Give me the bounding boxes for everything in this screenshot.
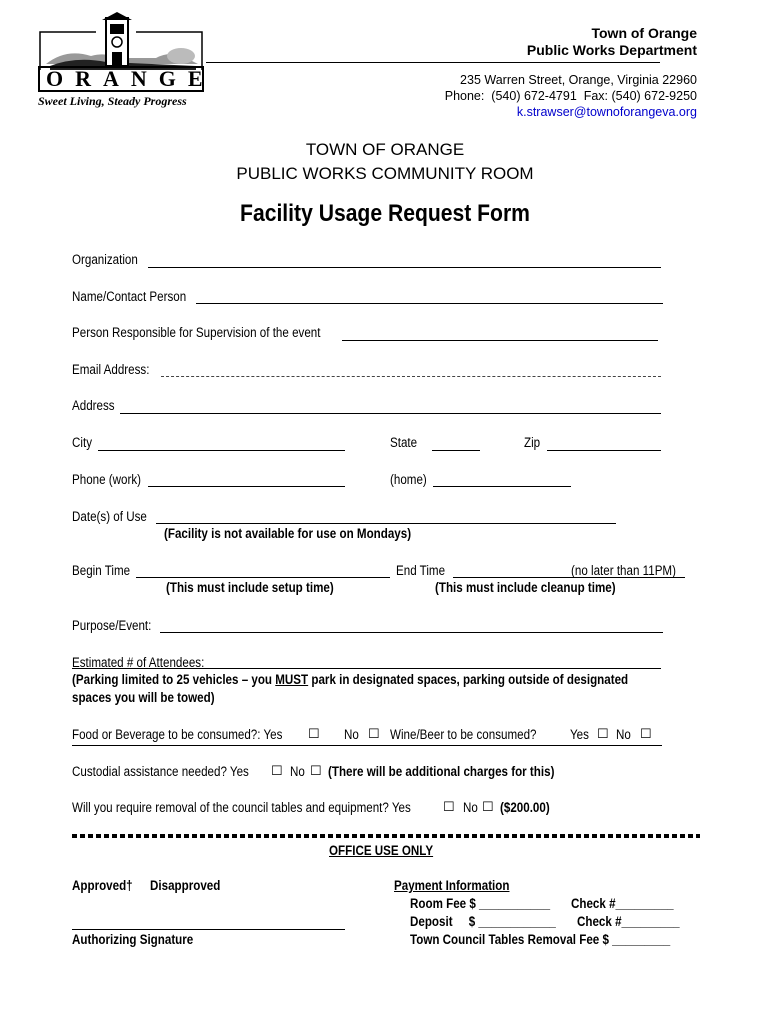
- wine-no-label: No: [616, 727, 631, 742]
- parking-note-b: park in designated spaces, parking outside of designated: [308, 672, 629, 687]
- dates-label: Date(s) of Use: [72, 509, 147, 524]
- end-time-note: (This must include cleanup time): [435, 580, 616, 595]
- tables-question: Will you require removal of the council tables and equipment? Yes: [72, 800, 411, 815]
- phone-home-field[interactable]: [433, 486, 571, 487]
- phone-work-field[interactable]: [148, 486, 345, 487]
- organization-field[interactable]: [148, 267, 661, 268]
- wine-question: Wine/Beer to be consumed?: [390, 727, 537, 742]
- contact-field[interactable]: [196, 303, 663, 304]
- end-time-label: End Time: [396, 563, 446, 578]
- custodial-yes-checkbox[interactable]: ☐: [271, 763, 283, 778]
- parking-must: MUST: [275, 672, 309, 687]
- end-time-limit: (no later than 11PM): [571, 563, 676, 578]
- zip-label: Zip: [524, 435, 541, 450]
- logo-tagline: Sweet Living, Steady Progress: [38, 94, 187, 108]
- department-name: Public Works Department: [526, 42, 697, 58]
- purpose-field[interactable]: [160, 632, 663, 633]
- title-town: TOWN OF ORANGE: [305, 140, 465, 159]
- contact-label: Name/Contact Person: [72, 289, 187, 304]
- wine-yes-label: Yes: [570, 727, 589, 742]
- logo-wordmark: ORANGE: [38, 66, 204, 92]
- organization-label: Organization: [72, 252, 138, 267]
- org-name: Town of Orange: [591, 25, 697, 41]
- dates-note: (Facility is not available for use on Mondays): [164, 526, 412, 541]
- office-use-heading: OFFICE USE ONLY: [329, 843, 434, 858]
- custodial-question: Custodial assistance needed? Yes: [72, 764, 249, 779]
- food-no-checkbox[interactable]: ☐: [368, 726, 380, 741]
- custodial-no-checkbox[interactable]: ☐: [310, 763, 322, 778]
- address-label: Address: [72, 398, 115, 413]
- tables-yes-checkbox[interactable]: ☐: [443, 799, 455, 814]
- food-no-label: No: [344, 727, 359, 742]
- custodial-note: (There will be additional charges for this): [328, 764, 555, 779]
- parking-note-c: spaces you will be towed): [72, 690, 215, 705]
- deposit: Deposit $ ____________: [410, 914, 556, 929]
- begin-time-note: (This must include setup time): [166, 580, 334, 595]
- tables-no-checkbox[interactable]: ☐: [482, 799, 494, 814]
- purpose-label: Purpose/Event:: [72, 618, 152, 633]
- custodial-no-label: No: [290, 764, 305, 779]
- payment-heading: Payment Information: [394, 878, 510, 893]
- food-yes-checkbox[interactable]: ☐: [308, 726, 320, 741]
- phone-home-label: (home): [390, 472, 427, 487]
- room-check: Check #_________: [571, 896, 674, 911]
- phone-work-label: Phone (work): [72, 472, 142, 487]
- food-question: Food or Beverage to be consumed?: Yes: [72, 727, 283, 742]
- city-label: City: [72, 435, 92, 450]
- wine-no-checkbox[interactable]: ☐: [640, 726, 652, 741]
- street-address: 235 Warren Street, Orange, Virginia 22960: [460, 73, 697, 87]
- dotted-divider: [72, 834, 700, 838]
- tables-removal-fee: Town Council Tables Removal Fee $ _________: [410, 932, 671, 947]
- begin-time-field[interactable]: [136, 577, 390, 578]
- tables-no-label: No: [463, 800, 478, 815]
- state-label: State: [390, 435, 418, 450]
- room-fee: Room Fee $ ___________: [410, 896, 551, 911]
- deposit-check: Check #_________: [577, 914, 680, 929]
- phone-fax: Phone: (540) 672-4791 Fax: (540) 672-9250: [444, 89, 697, 103]
- email-label: Email Address:: [72, 362, 150, 377]
- attendees-label: Estimated # of Attendees:: [72, 655, 205, 670]
- email-field[interactable]: [161, 376, 661, 377]
- email-link[interactable]: k.strawser@townoforangeva.org: [516, 105, 697, 119]
- town-logo: [36, 12, 215, 112]
- approved-option[interactable]: Approved†: [72, 878, 133, 893]
- title-room: PUBLIC WORKS COMMUNITY ROOM: [236, 164, 534, 183]
- attendees-field[interactable]: [72, 668, 661, 669]
- city-field[interactable]: [98, 450, 345, 451]
- address-field[interactable]: [120, 413, 661, 414]
- supervisor-label: Person Responsible for Supervision of the event: [72, 325, 321, 340]
- dates-field[interactable]: [156, 523, 616, 524]
- disapproved-option[interactable]: Disapproved: [150, 878, 221, 893]
- supervisor-field[interactable]: [342, 340, 658, 341]
- signature-line[interactable]: [72, 929, 345, 930]
- form-title: Facility Usage Request Form: [240, 200, 530, 227]
- tables-fee: ($200.00): [500, 800, 550, 815]
- food-beverage-row: [72, 727, 662, 746]
- zip-field[interactable]: [547, 450, 661, 451]
- header-rule: [206, 62, 660, 63]
- parking-note-a: (Parking limited to 25 vehicles – you: [72, 672, 276, 687]
- wine-yes-checkbox[interactable]: ☐: [597, 726, 609, 741]
- begin-time-label: Begin Time: [72, 563, 131, 578]
- state-field[interactable]: [432, 450, 480, 451]
- signature-label: Authorizing Signature: [72, 932, 194, 947]
- parking-note: [72, 672, 628, 687]
